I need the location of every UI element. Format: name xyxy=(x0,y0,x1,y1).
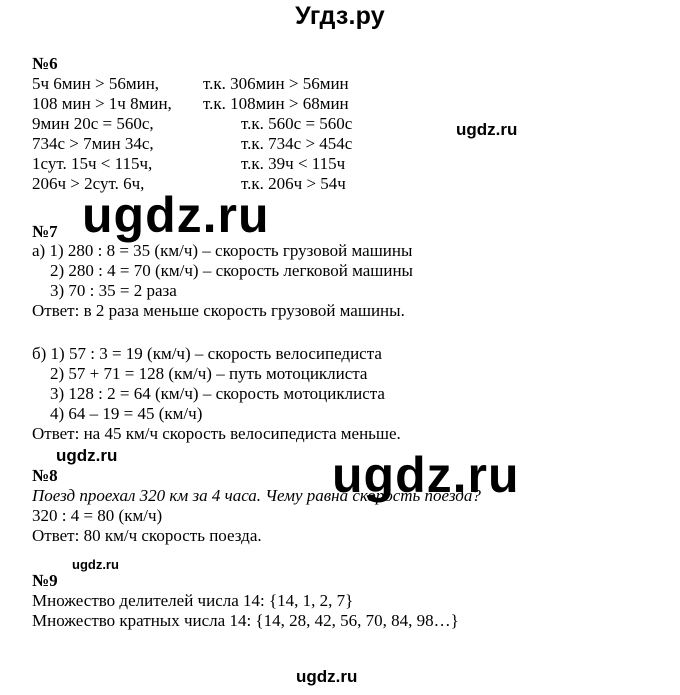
site-title: Угдз.ру xyxy=(295,2,385,30)
task6-row-left: 5ч 6мин > 56мин, xyxy=(32,74,160,93)
task6-row-right: т.к. 560с = 560с xyxy=(241,114,353,133)
task6-row-right: т.к. 108мин > 68мин xyxy=(203,94,349,113)
task8-question: Поезд проехал 320 км за 4 часа. Чему равна скорость поезда? xyxy=(32,486,481,505)
task6-row-left: 734с > 7мин 34с, xyxy=(32,134,154,153)
task7-step: 4) 64 – 19 = 45 (км/ч) xyxy=(50,404,203,423)
watermark-text: ugdz.ru xyxy=(82,187,270,243)
task6-row-left: 1сут. 15ч < 115ч, xyxy=(32,154,153,173)
task8-answer: Ответ: 80 км/ч скорость поезда. xyxy=(32,526,262,545)
task6-row-left: 108 мин > 1ч 8мин, xyxy=(32,94,172,113)
task8-heading: №8 xyxy=(32,466,58,485)
watermark-text: ugdz.ru xyxy=(456,120,518,139)
task7-step: 2) 57 + 71 = 128 (км/ч) – путь мотоциклиста xyxy=(50,364,368,383)
task9-line: Множество делителей числа 14: {14, 1, 2, 7} xyxy=(32,591,354,610)
task7-answer-b: Ответ: на 45 км/ч скорость велосипедиста меньше. xyxy=(32,424,401,443)
task9-heading: №9 xyxy=(32,571,58,590)
task7-step: б) 1) 57 : 3 = 19 (км/ч) – скорость велосипедиста xyxy=(32,344,382,363)
watermark-text: ugdz.ru xyxy=(296,667,358,686)
task7-step: а) 1) 280 : 8 = 35 (км/ч) – скорость грузовой машины xyxy=(32,241,413,260)
task8-solution: 320 : 4 = 80 (км/ч) xyxy=(32,506,163,525)
task6-row-right: т.к. 39ч < 115ч xyxy=(241,154,346,173)
task6-row-left: 9мин 20с = 560с, xyxy=(32,114,154,133)
task6-row-left: 206ч > 2сут. 6ч, xyxy=(32,174,145,193)
task6-heading: №6 xyxy=(32,54,58,73)
watermark-text: ugdz.ru xyxy=(332,447,520,503)
watermark-text: ugdz.ru xyxy=(56,446,118,465)
task9-line: Множество кратных числа 14: {14, 28, 42, 56, 70, 84, 98…} xyxy=(32,611,459,630)
task7-step: 3) 128 : 2 = 64 (км/ч) – скорость мотоциклиста xyxy=(50,384,385,403)
task7-step: 3) 70 : 35 = 2 раза xyxy=(50,281,177,300)
task7-heading: №7 xyxy=(32,222,58,241)
task6-row-right: т.к. 206ч > 54ч xyxy=(241,174,346,193)
task7-step: 2) 280 : 4 = 70 (км/ч) – скорость легковой машины xyxy=(50,261,413,280)
task6-row-right: т.к. 734с > 454с xyxy=(241,134,353,153)
task7-answer-a: Ответ: в 2 раза меньше скорость грузовой машины. xyxy=(32,301,405,320)
watermark-text: ugdz.ru xyxy=(72,557,119,572)
task6-row-right: т.к. 306мин > 56мин xyxy=(203,74,349,93)
